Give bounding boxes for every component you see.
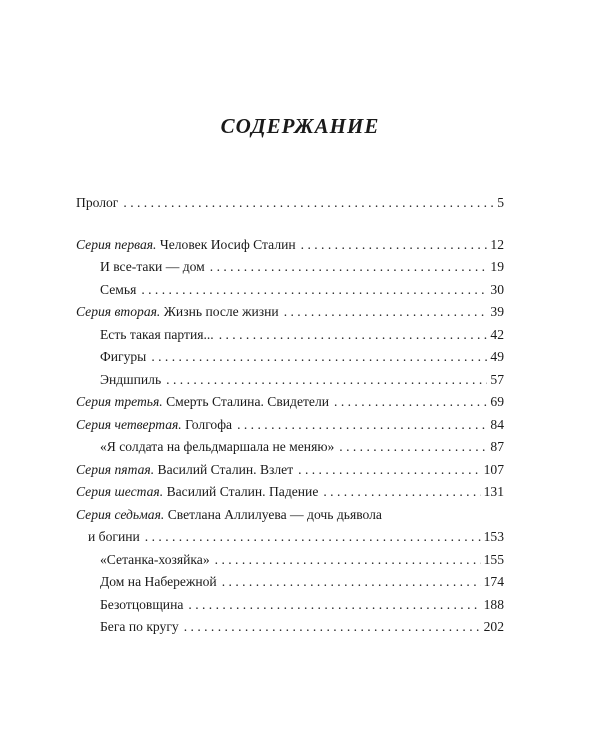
toc-entry-title: Пролог [76, 195, 119, 210]
toc-entry-series-2[interactable] [76, 304, 504, 327]
toc-page-number: 153 [483, 529, 504, 544]
page-title: СОДЕРЖАНИЕ [220, 114, 380, 138]
toc-entry-prologue[interactable] [76, 195, 504, 218]
toc-entry-chapter[interactable] [76, 327, 504, 350]
toc-page-number: 42 [490, 326, 504, 342]
toc-entry-title: «Я солдата на фельдмаршала не меняю» [100, 439, 335, 454]
toc-entry-series-3[interactable] [76, 394, 504, 417]
toc-entry-title: Смерть Сталина. Свидетели [166, 394, 330, 409]
toc-page-number: 188 [483, 596, 504, 612]
dot-leader [123, 195, 494, 211]
toc-entry-title: Есть такая партия... [100, 326, 214, 342]
toc-page-number: 87 [490, 439, 504, 454]
dot-leader [141, 282, 487, 298]
dot-leader [301, 237, 488, 253]
toc-entry-label [76, 304, 279, 320]
toc-entry-label [100, 327, 214, 343]
toc-entry-chapter[interactable] [76, 372, 504, 395]
toc-entry-title: И все-таки — дом [100, 259, 205, 274]
toc-entry-series-6[interactable] [76, 484, 504, 507]
toc-page-number: 49 [490, 349, 504, 364]
series-label: Серия третья. [76, 394, 163, 409]
toc-entry-label [76, 195, 118, 211]
toc-page-number: 19 [490, 259, 504, 274]
toc-entry-chapter[interactable] [76, 619, 504, 642]
toc-entry-label [88, 529, 140, 545]
toc-entry-label [100, 372, 161, 388]
toc-page-number: 12 [490, 236, 504, 252]
toc-entry-chapter[interactable] [76, 259, 504, 282]
toc-entry-label [100, 282, 136, 298]
toc-entry-series-4[interactable] [76, 417, 504, 440]
toc-page-number: 174 [483, 574, 504, 589]
toc-entry-chapter[interactable] [76, 597, 504, 620]
dot-leader [334, 394, 487, 410]
toc-entry-chapter[interactable] [76, 349, 504, 372]
toc-page-number: 155 [483, 551, 504, 567]
dot-leader [284, 304, 488, 320]
toc-entry-label [100, 439, 334, 455]
dot-leader [166, 372, 487, 388]
toc-page-number: 57 [490, 371, 504, 387]
toc-entry-title: Светлана Аллилуева — дочь дьявола [167, 506, 382, 522]
toc-entry-title: Фигуры [100, 349, 147, 364]
toc-entry-label [76, 484, 318, 500]
dot-leader [145, 529, 481, 545]
toc-entry-title: Человек Иосиф Сталин [159, 236, 296, 252]
toc-entry-chapter[interactable] [76, 282, 504, 305]
dot-leader [298, 462, 480, 478]
table-of-contents [76, 195, 504, 642]
toc-entry-label [100, 259, 205, 275]
toc-entry-label [100, 619, 179, 635]
toc-entry-label [100, 349, 146, 365]
dot-leader [151, 349, 487, 365]
toc-entry-title: Голгофа [185, 416, 233, 432]
toc-entry-label [76, 462, 293, 478]
toc-page-number: 69 [490, 394, 504, 409]
toc-page-number: 39 [490, 304, 504, 319]
toc-page-number: 107 [483, 461, 504, 477]
toc-entry-label [76, 237, 296, 253]
series-label: Серия пятая. [76, 461, 155, 477]
toc-entry-chapter[interactable] [76, 552, 504, 575]
toc-page-number: 202 [483, 619, 504, 634]
dot-leader [215, 552, 481, 568]
series-label: Серия первая. [76, 236, 157, 252]
dot-leader [237, 417, 487, 433]
dot-leader [219, 327, 488, 343]
toc-page-number: 84 [490, 416, 504, 432]
toc-entry-label [100, 574, 217, 590]
series-label: Серия шестая. [76, 484, 164, 499]
series-label: Серия четвертая. [76, 416, 182, 432]
toc-entry-series-5[interactable] [76, 462, 504, 485]
toc-entry-title: Семья [100, 281, 137, 297]
toc-page-number: 5 [497, 195, 504, 210]
dot-leader [210, 259, 488, 275]
toc-entry-title: и богини [88, 529, 140, 544]
toc-entry-title: Эндшпиль [100, 371, 162, 387]
toc-entry-label [76, 394, 329, 410]
toc-entry-label [76, 417, 232, 433]
toc-entry-title: Василий Сталин. Взлет [157, 461, 294, 477]
toc-entry-title: Бега по кругу [100, 619, 179, 634]
toc-entry-series-7[interactable] [76, 507, 504, 530]
toc-entry-title: Жизнь после жизни [163, 304, 279, 319]
dot-leader [323, 484, 480, 500]
toc-entry-chapter[interactable] [76, 439, 504, 462]
toc-entry-label [76, 507, 382, 523]
dot-leader [339, 439, 487, 455]
toc-entry-series-7-continued[interactable] [76, 529, 504, 552]
toc-entry-chapter[interactable] [76, 574, 504, 597]
toc-page-number: 30 [490, 281, 504, 297]
toc-entry-label [100, 597, 183, 613]
dot-leader [188, 597, 480, 613]
toc-entry-label [100, 552, 210, 568]
dot-leader [222, 574, 481, 590]
series-label: Серия вторая. [76, 304, 161, 319]
toc-entry-title: Дом на Набережной [100, 574, 217, 589]
toc-entry-title: Василий Сталин. Падение [166, 484, 319, 499]
dot-leader [184, 619, 481, 635]
toc-entry-series-1[interactable] [76, 237, 504, 260]
toc-entry-title: Безотцовщина [100, 596, 184, 612]
series-label: Серия седьмая. [76, 506, 165, 522]
toc-entry-title: «Сетанка-хозяйка» [100, 551, 210, 567]
toc-page-number: 131 [483, 484, 504, 499]
